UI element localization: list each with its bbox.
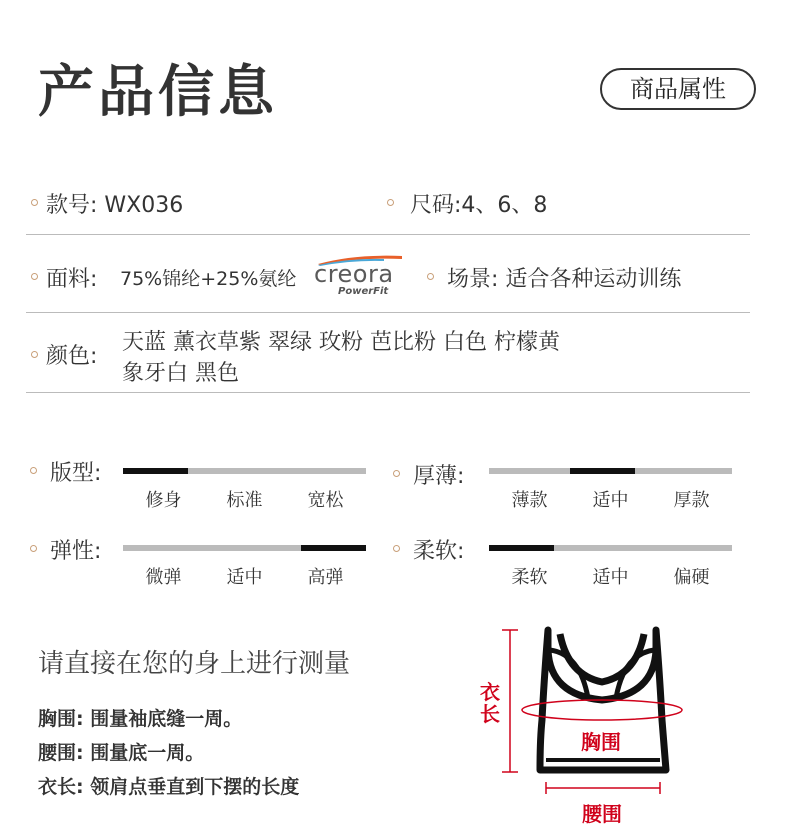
creora-wordmark: creora (314, 260, 394, 288)
scale-label: 厚薄: (413, 464, 465, 489)
scale-option: 适中 (226, 567, 263, 588)
scale-option: 偏硬 (673, 567, 710, 588)
measure-line-chest: 胸围: 围量袖底缝一周。 (38, 708, 243, 730)
bullet-icon (387, 199, 394, 206)
creora-subtitle: PowerFit (338, 286, 389, 297)
scale-option: 适中 (592, 490, 629, 511)
bullet-icon (31, 351, 38, 358)
creora-logo (314, 252, 406, 298)
waist-label: 腰围 (582, 802, 622, 826)
fabric-label: 面料: (46, 267, 98, 292)
bullet-icon (393, 545, 400, 552)
scale-selected-segment (123, 468, 188, 474)
sports-bra-diagram (470, 620, 690, 820)
scale-label: 版型: (50, 461, 102, 486)
color-list-line-2: 象牙白 黑色 (122, 361, 239, 386)
divider (26, 312, 750, 313)
measure-line-waist: 腰围: 围量底一周。 (38, 742, 205, 764)
bullet-icon (31, 199, 38, 206)
scale-bar (123, 545, 366, 551)
bullet-icon (31, 273, 38, 280)
scale-option: 微弹 (145, 567, 182, 588)
chest-label: 胸围 (581, 730, 621, 754)
fabric-value: 75%锦纶+25%氨纶 (120, 268, 297, 290)
color-list-line-1: 天蓝 薰衣草紫 翠绿 玫粉 芭比粉 白色 柠檬黄 (122, 330, 560, 355)
page-title: 产品信息 (38, 60, 278, 125)
scale-option: 宽松 (307, 490, 344, 511)
size-info: 尺码:4、6、8 (410, 193, 548, 218)
scale-option: 适中 (592, 567, 629, 588)
scale-bar (489, 468, 732, 474)
scale-selected-segment (489, 545, 554, 551)
scale-option: 标准 (226, 490, 263, 511)
product-attributes-badge: 商品属性 (600, 68, 756, 110)
length-label-2: 长 (480, 702, 500, 726)
length-label-1: 衣 (480, 680, 500, 704)
scale-option: 厚款 (673, 490, 710, 511)
scale-bar (123, 468, 366, 474)
scale-option: 高弹 (307, 567, 344, 588)
divider (26, 234, 750, 235)
scale-option: 薄款 (511, 490, 548, 511)
scale-label: 柔软: (413, 539, 465, 564)
scale-label: 弹性: (50, 539, 102, 564)
bra-neckline (560, 634, 644, 682)
bullet-icon (393, 470, 400, 477)
measure-title: 请直接在您的身上进行测量 (38, 649, 351, 679)
divider (26, 392, 750, 393)
measure-line-length: 衣长: 领肩点垂直到下摆的长度 (38, 776, 300, 798)
scale-option: 柔软 (511, 567, 548, 588)
scale-selected-segment (301, 545, 366, 551)
style-number: 款号: WX036 (46, 193, 184, 218)
color-label: 颜色: (46, 344, 98, 369)
scene-info: 场景: 适合各种运动训练 (447, 267, 682, 292)
scale-bar (489, 545, 732, 551)
scale-selected-segment (570, 468, 635, 474)
bullet-icon (427, 273, 434, 280)
scale-option: 修身 (145, 490, 182, 511)
bullet-icon (30, 467, 37, 474)
bullet-icon (30, 545, 37, 552)
